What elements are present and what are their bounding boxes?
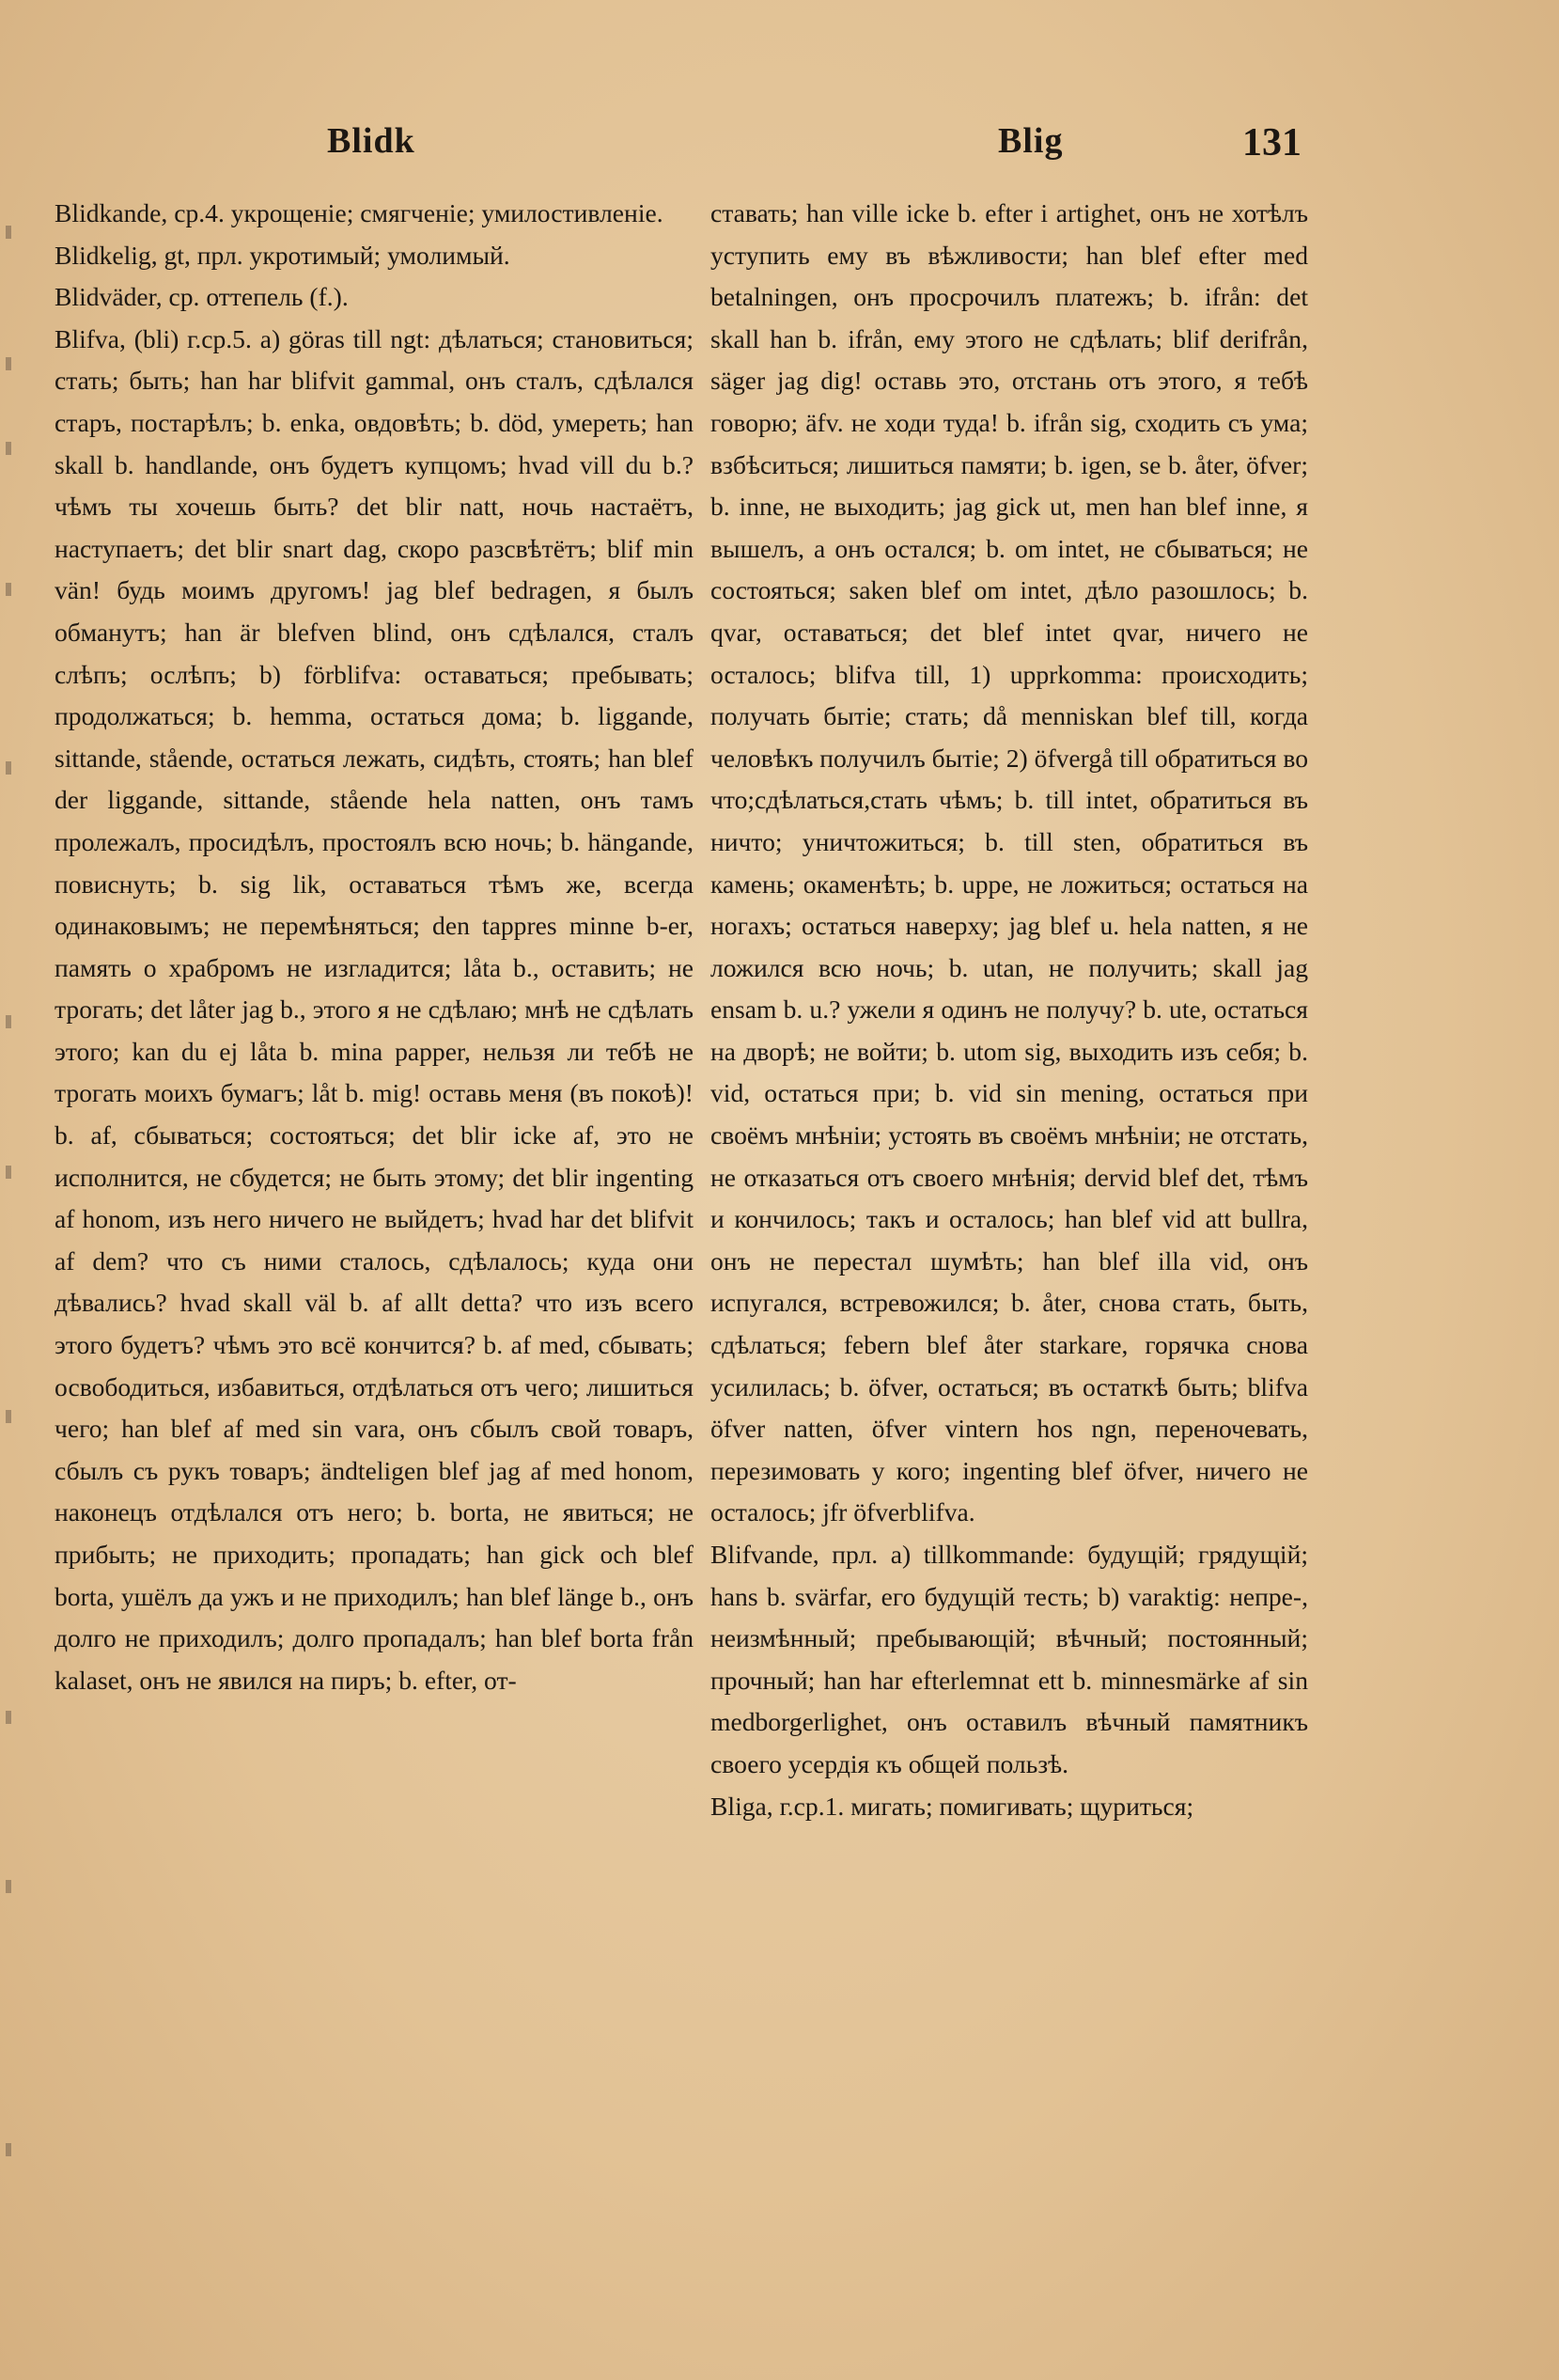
dictionary-entry: ставать; han ville icke b. efter i artighet, онъ не хотѣлъ уступить ему въ вѣжливости; han blef efter med betalningen, онъ просрочилъ платежъ; b. ifrån: det skall han b. ifrån, ему этого не сдѣлать; blif derifrån, säger jag dig! оставь это, отстань отъ этого, я тебѣ говорю; äfv. не ходи туда! b. ifrån sig, сходить съ ума; взбѣситься; лишиться памяти; b. igen, se b. åter, öfver; b. inne, не выходить; jag gick ut, men han blef inne, я вышелъ, а онъ остался; b. om intet, не сбываться; не состояться; saken blef om intet, дѣло разошлось; b. qvar, оставаться; det blef intet qvar, ничего не осталось; blifva till, 1) upprkomma: происходить; получать бытiе; стать; då menniskan blef till, когда человѣкъ получилъ бытiе; 2) öfvergå till обратиться во что;сдѣлаться,стать чѣмъ; b. till intet, обратиться въ ничто; уничтожиться; b. till sten, обратиться въ камень; окаменѣть; b. uppe, не ложиться; остаться на ногахъ; остаться наверху; jag blef u. hela natten, я не ложился всю ночь; b. utan, не получить; skall jag ensam b. u.? ужели я одинъ не получу? b. ute, остаться на дворѣ; не войти; b. utom sig, выходить изъ себя; b. vid, остаться при; b. vid sin mening, остаться при своёмъ мнѣнiи; устоять въ своёмъ мнѣнiи; не отстать, не отказаться отъ своего мнѣнiя; dervid blef det, тѣмъ и кончилось; такъ и осталось; han blef vid att bullra, онъ не перестал шумѣть; han blef illa vid, онъ испугался, встревожился; b. åter, снова стать, быть, сдѣлаться; febern blef åter starkare, горячка снова усилилась; b. öfver, остаться; въ остаткѣ быть; blifva öfver natten, öfver vintern hos ngn, переночевать, перезимовать у кого; ingenting blef öfver, ничего не осталось; jfr öfverblifva. — [710, 198, 1308, 1527]
dictionary-entry: Blidkelig, gt, прл. укротимый; умолимый. — [55, 240, 510, 270]
dictionary-entry: Blifva, (bli) г.ср.5. a) göras till ngt: дѣлаться; становиться; стать; быть; han har blifvit gammal, онъ сталъ, сдѣлался старъ, постарѣлъ; b. enka, овдовѣть; b. död, умереть; han skall b. handlande, онъ будетъ купцомъ; hvad vill du b.? чѣмъ ты хочешь быть? det blir natt, ночь настаётъ, наступаетъ; det blir snart dag, скоро разсвѣтётъ; blif min vän! будь моимъ другомъ! jag blef bedragen, я былъ обманутъ; han är blefven blind, онъ сдѣлался, сталъ слѣпъ; ослѣпъ; b) förblifva: оставаться; пребывать; продолжаться; b. hemma, остаться дома; b. liggande, sittande, stående, остаться лежать, сидѣть, стоять; han blef der liggande, sittande, stående hela natten, онъ тамъ пролежалъ, просидѣлъ, простоялъ всю ночь; b. hängande, повиснуть; b. sig lik, оставаться тѣмъ же, всегда одинаковымъ; не перемѣняться; den tappres minne b-er, память о храбромъ не изгладится; låta b., оставить; не трогать; det låter jag b., этого я не сдѣлаю; мнѣ не сдѣлать этого; kan du ej låta b. mina papper, нельзя ли тебѣ не трогать моихъ бумагъ; låt b. mig! оставь меня (въ покоѣ)! b. af, сбываться; состояться; det blir icke af, это не исполнится, не сбудется; не быть этому; det blir ingenting af honom, изъ него ничего не выйдетъ; hvad har det blifvit af dem? что съ ними сталось, сдѣлалось; куда они дѣвались? hvad skall väl b. af allt detta? что изъ всего этого будетъ? чѣмъ это всё кончится? b. af med, сбывать; освободиться, избавиться, отдѣлаться отъ чего; лишиться чего; han blef af med sin vara, онъ сбылъ свой товаръ, сбылъ съ рукъ товаръ; ändteligen blef jag af med honom, наконецъ отдѣлался отъ него; b. borta, не явиться; не прибыть; не приходить; пропадать; han gick och blef borta, ушёлъ да ужъ и не приходилъ; han blef länge b., онъ долго не приходилъ; долго пропадалъ; han blef borta från kalaset, онъ не явился на пиръ; b. efter, от- — [55, 323, 694, 1695]
dictionary-entry: Blidkande, ср.4. укрощенiе; смягченiе; умилостивленiе. — [55, 198, 663, 227]
column-left — [55, 193, 694, 2355]
page-header — [0, 120, 1559, 177]
page-number: 131 — [1242, 121, 1302, 164]
running-head-right: Blig — [998, 121, 1064, 161]
dictionary-entry: Blifvande, прл. a) tillkommande: будущiй; грядущiй; hans b. svärfar, его будущiй тесть; b) varaktig: непре-, неизмѣнный; пребывающiй; вѣчный; постоянный; прочный; han har efterlemnat ett b. minnesmärke af sin medborgerlighet, онъ оставилъ вѣчный памятникъ своего усердiя къ общей пользѣ. — [710, 1540, 1308, 1778]
column-right — [710, 193, 1308, 2355]
dictionary-entry: Blidväder, ср. оттепель (f.). — [55, 282, 349, 312]
dictionary-entry: Bliga, г.ср.1. мигать; помигивать; щуриться; — [710, 1791, 1194, 1821]
gutter-marks — [0, 188, 21, 2256]
running-head-left: Blidk — [327, 121, 415, 161]
